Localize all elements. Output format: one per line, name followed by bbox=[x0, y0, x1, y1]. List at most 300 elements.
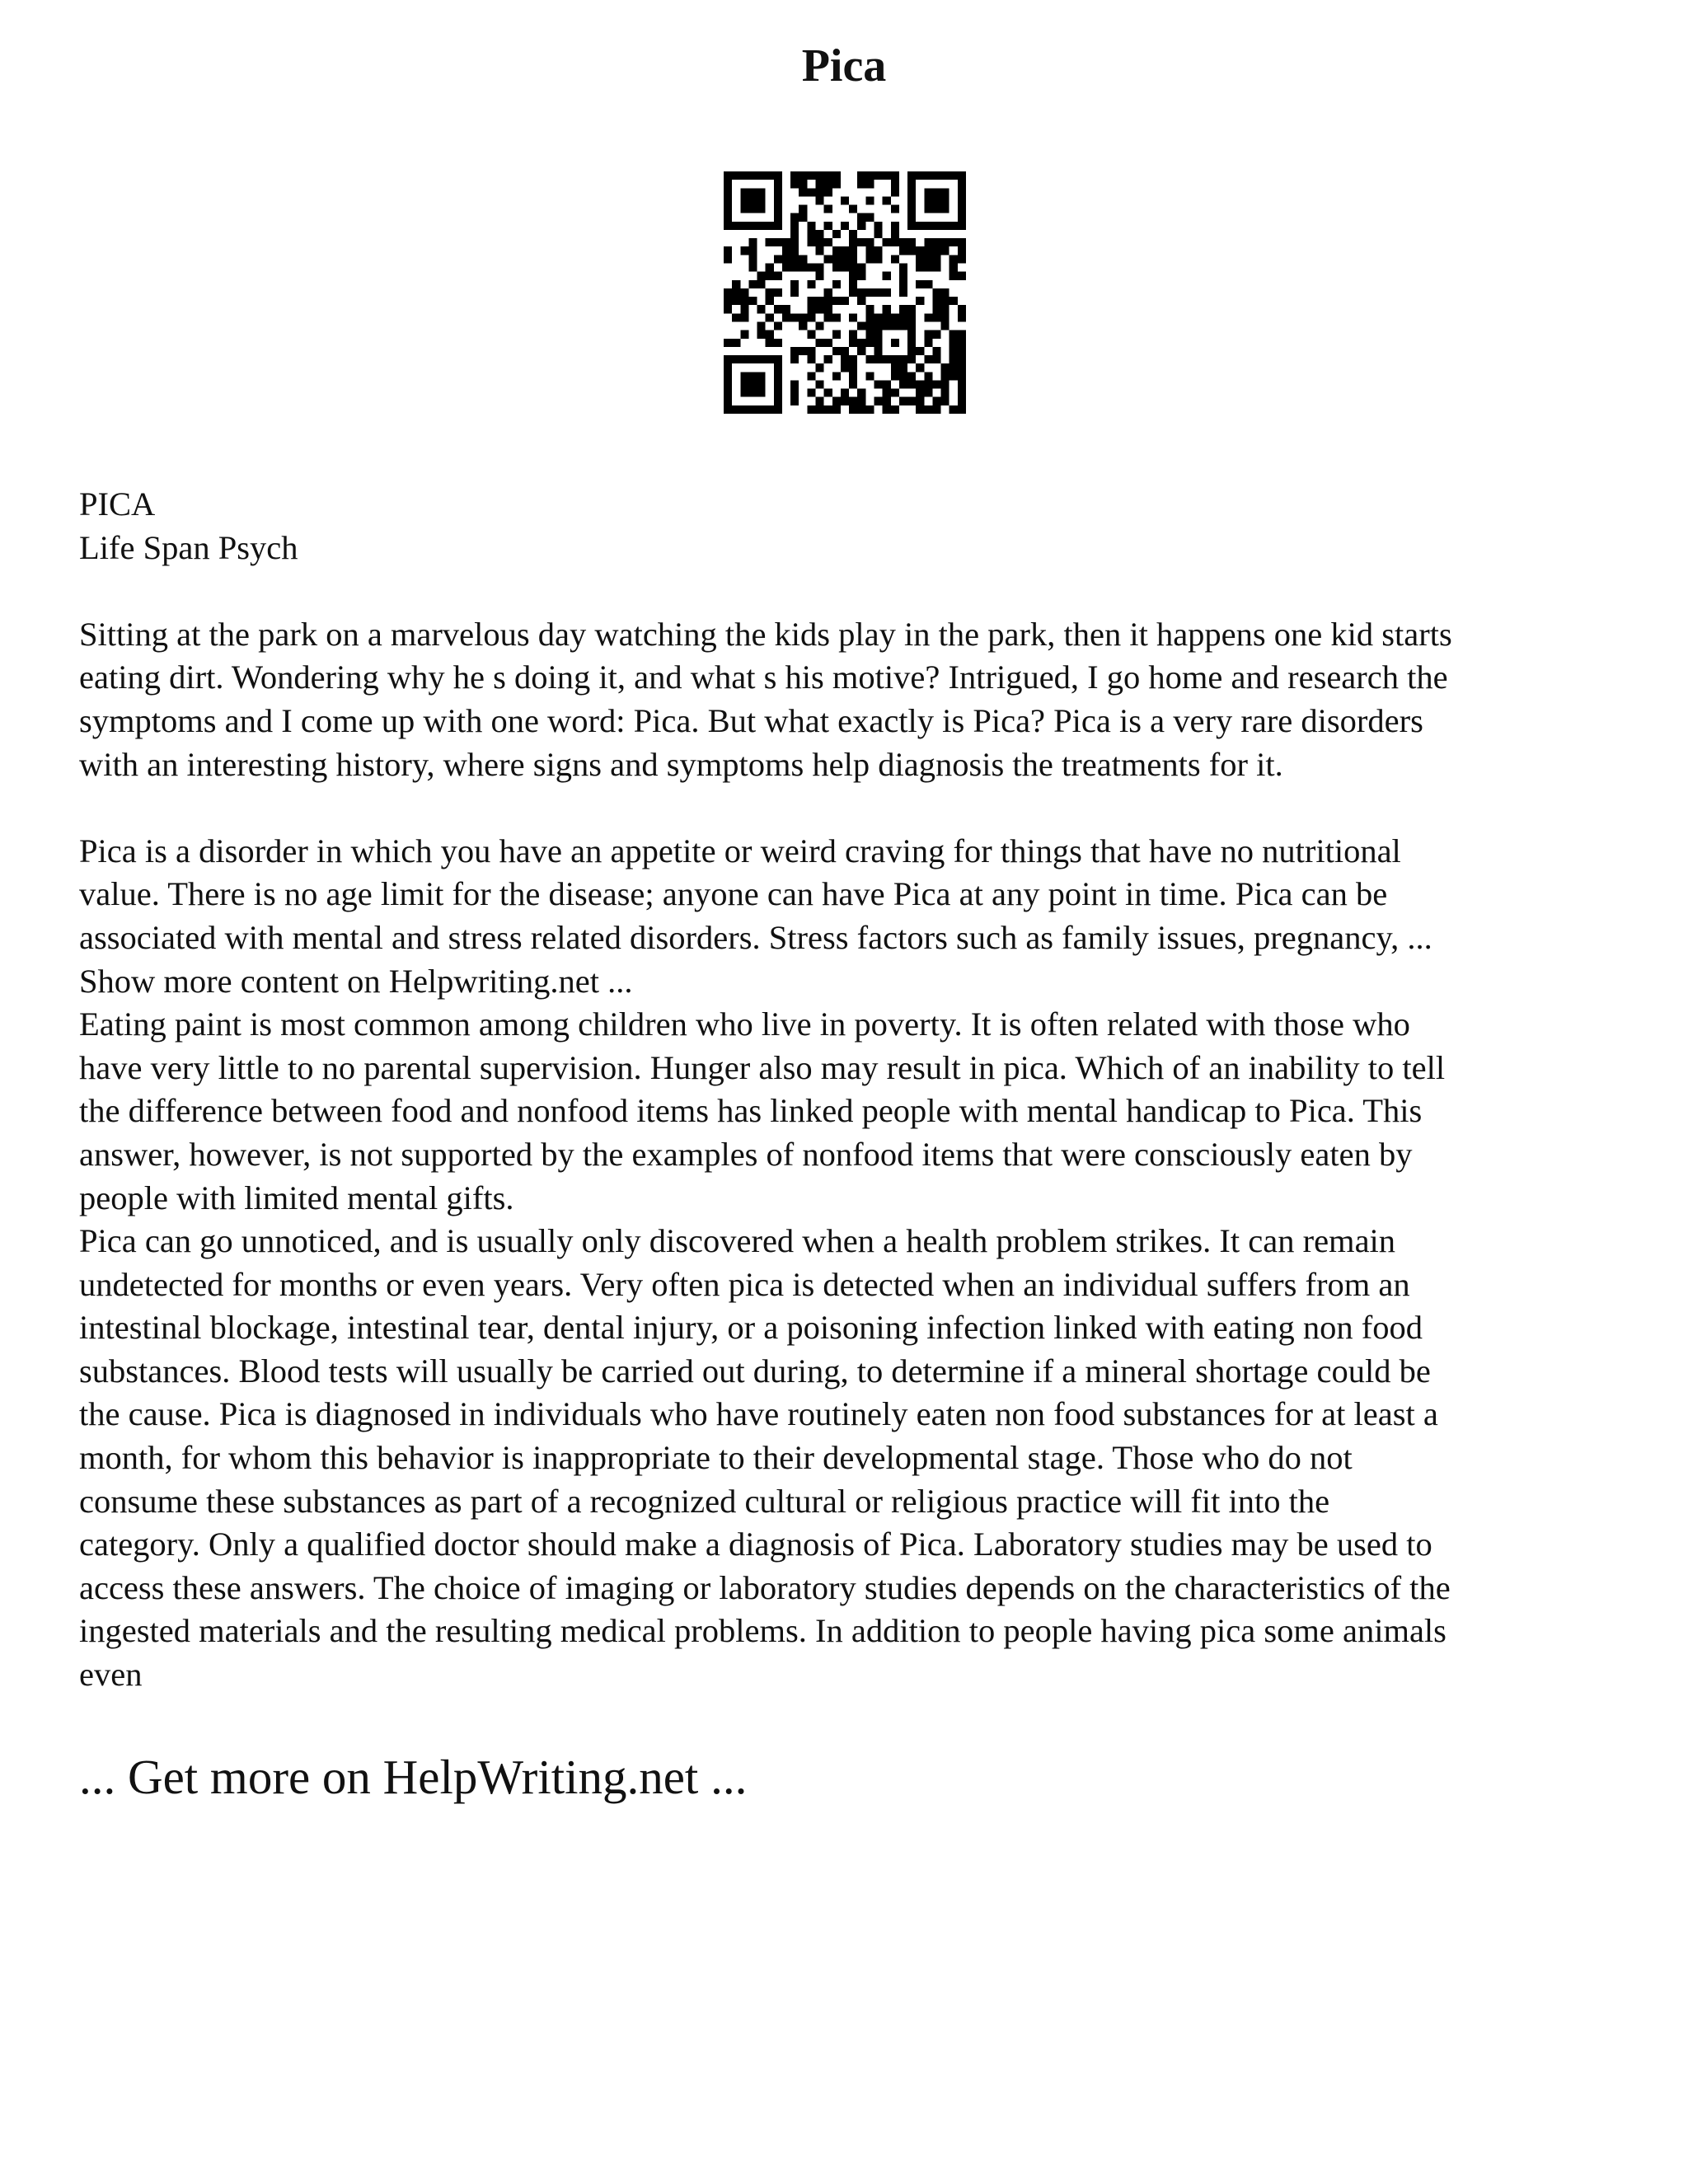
qr-module bbox=[865, 321, 874, 330]
qr-module bbox=[807, 222, 815, 230]
qr-module bbox=[782, 305, 790, 313]
qr-module bbox=[724, 363, 732, 372]
qr-module bbox=[849, 264, 857, 272]
qr-module bbox=[807, 330, 815, 339]
header-line: Life Span Psych bbox=[79, 528, 298, 566]
qr-module bbox=[907, 196, 916, 204]
qr-module bbox=[748, 280, 757, 288]
qr-module bbox=[916, 380, 924, 388]
qr-module bbox=[790, 389, 799, 397]
get-more-link[interactable]: ... Get more on HelpWriting.net ... bbox=[79, 1750, 748, 1804]
qr-module bbox=[950, 339, 958, 347]
qr-module bbox=[899, 380, 907, 388]
qr-module bbox=[883, 288, 891, 297]
qr-module bbox=[874, 313, 882, 321]
qr-module bbox=[958, 305, 966, 313]
qr-module bbox=[849, 255, 857, 263]
qr-module bbox=[757, 222, 766, 230]
qr-module bbox=[782, 238, 790, 246]
qr-module bbox=[732, 355, 740, 363]
qr-module bbox=[774, 363, 782, 372]
qr-module bbox=[757, 280, 766, 288]
page-title: Pica bbox=[801, 40, 887, 91]
qr-module bbox=[832, 397, 841, 405]
qr-module bbox=[932, 305, 940, 313]
qr-module bbox=[799, 171, 807, 180]
qr-module bbox=[874, 347, 882, 355]
qr-module bbox=[941, 188, 950, 196]
qr-module bbox=[724, 222, 732, 230]
qr-module bbox=[924, 389, 932, 397]
qr-module bbox=[832, 347, 841, 355]
qr-module bbox=[950, 355, 958, 363]
qr-module bbox=[899, 238, 907, 246]
qr-module bbox=[941, 313, 950, 321]
qr-module bbox=[865, 288, 874, 297]
qr-module bbox=[874, 246, 882, 255]
qr-module bbox=[724, 380, 732, 388]
qr-module bbox=[950, 171, 958, 180]
qr-module bbox=[958, 255, 966, 263]
qr-module bbox=[766, 330, 774, 339]
qr-module bbox=[748, 238, 757, 246]
qr-module bbox=[932, 347, 940, 355]
qr-code-image bbox=[724, 171, 966, 414]
qr-module bbox=[790, 171, 799, 180]
qr-module bbox=[841, 347, 849, 355]
qr-module bbox=[907, 205, 916, 213]
qr-module bbox=[824, 171, 832, 180]
qr-module bbox=[748, 222, 757, 230]
text-line: even bbox=[79, 1656, 143, 1694]
qr-module bbox=[816, 363, 824, 372]
qr-module bbox=[849, 380, 857, 388]
qr-module bbox=[824, 180, 832, 188]
qr-module bbox=[841, 363, 849, 372]
qr-module bbox=[924, 246, 932, 255]
qr-module bbox=[766, 222, 774, 230]
qr-module bbox=[766, 405, 774, 414]
text-line: with an interesting history, where signs and symptoms help diagnosis the treatments for it. bbox=[79, 745, 1283, 783]
qr-module bbox=[932, 355, 940, 363]
qr-module bbox=[841, 196, 849, 204]
qr-module bbox=[932, 380, 940, 388]
qr-module bbox=[932, 171, 940, 180]
qr-module bbox=[899, 288, 907, 297]
qr-module bbox=[924, 313, 932, 321]
qr-module bbox=[891, 313, 899, 321]
qr-module bbox=[849, 272, 857, 280]
qr-module bbox=[899, 246, 907, 255]
qr-module bbox=[857, 347, 865, 355]
qr-module bbox=[857, 264, 865, 272]
qr-module bbox=[807, 389, 815, 397]
qr-module bbox=[958, 380, 966, 388]
qr-module bbox=[941, 205, 950, 213]
qr-module bbox=[950, 372, 958, 380]
qr-module bbox=[874, 230, 882, 238]
qr-module bbox=[924, 405, 932, 414]
qr-module bbox=[832, 372, 841, 380]
qr-module bbox=[941, 372, 950, 380]
qr-module bbox=[924, 205, 932, 213]
qr-module bbox=[816, 305, 824, 313]
qr-module bbox=[941, 389, 950, 397]
qr-module bbox=[899, 355, 907, 363]
qr-module bbox=[874, 171, 882, 180]
qr-module bbox=[849, 405, 857, 414]
qr-module bbox=[799, 213, 807, 222]
show-more-line: Show more content on Helpwriting.net ... bbox=[79, 962, 633, 1000]
qr-module bbox=[849, 288, 857, 297]
qr-module bbox=[790, 280, 799, 288]
qr-module bbox=[832, 255, 841, 263]
qr-module bbox=[907, 188, 916, 196]
qr-module bbox=[748, 171, 757, 180]
qr-module bbox=[883, 313, 891, 321]
qr-module bbox=[774, 405, 782, 414]
qr-module bbox=[941, 321, 950, 330]
qr-module bbox=[958, 339, 966, 347]
qr-module bbox=[824, 222, 832, 230]
qr-module bbox=[757, 196, 766, 204]
qr-module bbox=[774, 171, 782, 180]
qr-module bbox=[724, 255, 732, 263]
qr-module bbox=[740, 405, 748, 414]
qr-module bbox=[748, 264, 757, 272]
qr-module bbox=[824, 288, 832, 297]
qr-module bbox=[774, 222, 782, 230]
qr-module bbox=[724, 180, 732, 188]
text-line: undetected for months or even years. Very often pica is detected when an individual suffers from an bbox=[79, 1265, 1410, 1303]
qr-module bbox=[766, 288, 774, 297]
qr-module bbox=[891, 171, 899, 180]
text-line: Pica can go unnoticed, and is usually only discovered when a health problem strikes. It can remain bbox=[79, 1222, 1396, 1260]
qr-module bbox=[857, 339, 865, 347]
qr-module bbox=[857, 297, 865, 305]
qr-module bbox=[924, 372, 932, 380]
qr-module bbox=[740, 372, 748, 380]
qr-module bbox=[907, 372, 916, 380]
qr-module bbox=[891, 389, 899, 397]
qr-module bbox=[950, 330, 958, 339]
qr-module bbox=[799, 255, 807, 263]
qr-module bbox=[865, 246, 874, 255]
qr-module bbox=[924, 222, 932, 230]
qr-module bbox=[724, 171, 732, 180]
qr-module bbox=[799, 313, 807, 321]
qr-module bbox=[757, 355, 766, 363]
qr-module bbox=[841, 264, 849, 272]
qr-module bbox=[958, 272, 966, 280]
qr-module bbox=[865, 405, 874, 414]
qr-module bbox=[790, 397, 799, 405]
qr-module bbox=[958, 389, 966, 397]
qr-module bbox=[857, 222, 865, 230]
qr-module bbox=[916, 246, 924, 255]
qr-module bbox=[932, 196, 940, 204]
qr-module bbox=[724, 246, 732, 255]
text-line: people with limited mental gifts. bbox=[79, 1179, 514, 1216]
qr-module bbox=[958, 397, 966, 405]
text-line: category. Only a qualified doctor should make a diagnosis of Pica. Laboratory studies may be used to bbox=[79, 1526, 1432, 1563]
text-line: eating dirt. Wondering why he s doing it, and what s his motive? Intrigued, I go home and research the bbox=[79, 658, 1448, 696]
qr-module bbox=[740, 305, 748, 313]
qr-module bbox=[724, 305, 732, 313]
qr-module bbox=[824, 305, 832, 313]
qr-module bbox=[790, 246, 799, 255]
qr-module bbox=[832, 171, 841, 180]
qr-module bbox=[907, 355, 916, 363]
qr-module bbox=[748, 355, 757, 363]
qr-module bbox=[891, 321, 899, 330]
qr-module bbox=[941, 297, 950, 305]
qr-module bbox=[857, 171, 865, 180]
qr-module bbox=[907, 380, 916, 388]
qr-module bbox=[816, 171, 824, 180]
qr-module bbox=[732, 288, 740, 297]
qr-module bbox=[907, 222, 916, 230]
qr-module bbox=[732, 405, 740, 414]
qr-module bbox=[907, 213, 916, 222]
qr-module bbox=[724, 188, 732, 196]
qr-module bbox=[799, 347, 807, 355]
qr-module bbox=[916, 363, 924, 372]
qr-module bbox=[932, 222, 940, 230]
qr-module bbox=[950, 255, 958, 263]
qr-module bbox=[757, 272, 766, 280]
qr-module bbox=[766, 313, 774, 321]
qr-module bbox=[724, 355, 732, 363]
qr-module bbox=[816, 246, 824, 255]
qr-module bbox=[865, 313, 874, 321]
qr-module bbox=[724, 339, 732, 347]
qr-module bbox=[874, 380, 882, 388]
qr-module bbox=[799, 264, 807, 272]
text-line: Eating paint is most common among children who live in poverty. It is often related with those who bbox=[79, 1005, 1410, 1043]
qr-module bbox=[849, 397, 857, 405]
qr-module bbox=[816, 238, 824, 246]
qr-module bbox=[782, 313, 790, 321]
qr-module bbox=[824, 355, 832, 363]
qr-module bbox=[748, 205, 757, 213]
qr-module bbox=[724, 297, 732, 305]
qr-module bbox=[916, 264, 924, 272]
qr-module bbox=[748, 405, 757, 414]
qr-module bbox=[799, 205, 807, 213]
qr-module bbox=[757, 205, 766, 213]
paragraph-intro bbox=[79, 613, 1629, 786]
qr-module bbox=[774, 389, 782, 397]
qr-module bbox=[932, 288, 940, 297]
qr-module bbox=[958, 347, 966, 355]
qr-module bbox=[849, 230, 857, 238]
qr-module bbox=[891, 230, 899, 238]
qr-module bbox=[816, 264, 824, 272]
qr-module bbox=[916, 389, 924, 397]
text-line: associated with mental and stress related disorders. Stress factors such as family issues, pregnancy, ... bbox=[79, 918, 1432, 956]
qr-module bbox=[891, 222, 899, 230]
qr-module bbox=[824, 238, 832, 246]
qr-module bbox=[941, 288, 950, 297]
qr-module bbox=[740, 196, 748, 204]
qr-module bbox=[865, 238, 874, 246]
qr-module bbox=[807, 297, 815, 305]
qr-module bbox=[924, 171, 932, 180]
qr-module bbox=[740, 246, 748, 255]
qr-module bbox=[883, 397, 891, 405]
qr-module bbox=[924, 380, 932, 388]
qr-module bbox=[816, 397, 824, 405]
qr-module bbox=[816, 380, 824, 388]
qr-module bbox=[782, 264, 790, 272]
qr-module bbox=[865, 171, 874, 180]
qr-module bbox=[790, 213, 799, 222]
qr-module bbox=[748, 389, 757, 397]
qr-module bbox=[932, 188, 940, 196]
qr-module bbox=[865, 339, 874, 347]
qr-module bbox=[766, 171, 774, 180]
qr-module bbox=[865, 213, 874, 222]
qr-module bbox=[732, 297, 740, 305]
qr-module bbox=[732, 222, 740, 230]
qr-module bbox=[924, 339, 932, 347]
qr-module bbox=[891, 188, 899, 196]
qr-module bbox=[790, 347, 799, 355]
qr-module bbox=[891, 405, 899, 414]
qr-module bbox=[807, 347, 815, 355]
qr-module bbox=[724, 397, 732, 405]
qr-module bbox=[891, 180, 899, 188]
qr-module bbox=[849, 246, 857, 255]
qr-module bbox=[790, 255, 799, 263]
qr-module bbox=[924, 330, 932, 339]
qr-module bbox=[740, 389, 748, 397]
qr-module bbox=[958, 355, 966, 363]
qr-module bbox=[883, 389, 891, 397]
qr-module bbox=[849, 363, 857, 372]
qr-module bbox=[849, 372, 857, 380]
qr-module bbox=[924, 255, 932, 263]
qr-module bbox=[932, 238, 940, 246]
paragraph-definition bbox=[79, 830, 1629, 1003]
qr-module bbox=[849, 238, 857, 246]
qr-module bbox=[849, 205, 857, 213]
qr-module bbox=[924, 238, 932, 246]
qr-module bbox=[916, 297, 924, 305]
qr-module bbox=[740, 355, 748, 363]
qr-module bbox=[899, 372, 907, 380]
qr-module bbox=[907, 238, 916, 246]
qr-module bbox=[891, 372, 899, 380]
qr-module bbox=[774, 397, 782, 405]
qr-module bbox=[832, 313, 841, 321]
qr-module bbox=[950, 405, 958, 414]
qr-module bbox=[757, 305, 766, 313]
qr-module bbox=[865, 255, 874, 263]
qr-module bbox=[824, 255, 832, 263]
qr-module bbox=[950, 297, 958, 305]
qr-module bbox=[950, 272, 958, 280]
qr-module bbox=[841, 355, 849, 363]
qr-module bbox=[874, 222, 882, 230]
qr-module bbox=[932, 205, 940, 213]
qr-module bbox=[941, 246, 950, 255]
qr-module bbox=[941, 222, 950, 230]
qr-module bbox=[724, 196, 732, 204]
qr-module bbox=[950, 238, 958, 246]
qr-module bbox=[958, 238, 966, 246]
qr-module bbox=[774, 255, 782, 263]
qr-module bbox=[774, 213, 782, 222]
qr-module bbox=[824, 389, 832, 397]
qr-module bbox=[748, 297, 757, 305]
paragraph-diagnosis bbox=[79, 1220, 1629, 1697]
qr-module bbox=[740, 288, 748, 297]
qr-module bbox=[774, 339, 782, 347]
text-line: value. There is no age limit for the disease; anyone can have Pica at any point in time. Pica can be bbox=[79, 875, 1388, 913]
qr-module bbox=[841, 246, 849, 255]
qr-module bbox=[958, 188, 966, 196]
qr-module bbox=[790, 264, 799, 272]
qr-module bbox=[757, 389, 766, 397]
qr-module bbox=[807, 171, 815, 180]
text-line: consume these substances as part of a recognized cultural or religious practice will fit into the bbox=[79, 1482, 1330, 1520]
qr-module bbox=[799, 188, 807, 196]
text-line: symptoms and I come up with one word: Pica. But what exactly is Pica? Pica is a very rare disorders bbox=[79, 701, 1423, 739]
qr-module bbox=[958, 213, 966, 222]
qr-module bbox=[740, 330, 748, 339]
qr-module bbox=[807, 264, 815, 272]
qr-module bbox=[849, 330, 857, 339]
qr-module bbox=[865, 196, 874, 204]
qr-module bbox=[816, 230, 824, 238]
qr-module bbox=[941, 363, 950, 372]
qr-module bbox=[782, 255, 790, 263]
qr-module bbox=[774, 205, 782, 213]
qr-module bbox=[757, 171, 766, 180]
qr-module bbox=[950, 347, 958, 355]
qr-module bbox=[883, 171, 891, 180]
qr-module bbox=[832, 405, 841, 414]
qr-module bbox=[941, 380, 950, 388]
qr-module bbox=[924, 196, 932, 204]
qr-module bbox=[865, 305, 874, 313]
qr-module bbox=[874, 321, 882, 330]
qr-module bbox=[958, 222, 966, 230]
qr-module bbox=[958, 363, 966, 372]
text-line: month, for whom this behavior is inappropriate to their developmental stage. Those who do not bbox=[79, 1439, 1353, 1477]
qr-module bbox=[857, 389, 865, 397]
qr-module bbox=[932, 297, 940, 305]
qr-module bbox=[958, 313, 966, 321]
qr-module bbox=[916, 222, 924, 230]
qr-module bbox=[950, 363, 958, 372]
header-line: PICA bbox=[79, 485, 156, 523]
qr-module bbox=[782, 246, 790, 255]
qr-module bbox=[874, 288, 882, 297]
qr-module bbox=[724, 288, 732, 297]
qr-module bbox=[916, 397, 924, 405]
qr-module bbox=[841, 297, 849, 305]
qr-module bbox=[916, 280, 924, 288]
qr-module bbox=[883, 196, 891, 204]
qr-module bbox=[757, 405, 766, 414]
text-line: the difference between food and nonfood items has linked people with mental handicap to Pica. This bbox=[79, 1092, 1423, 1130]
qr-module bbox=[857, 180, 865, 188]
qr-module bbox=[958, 405, 966, 414]
qr-module bbox=[865, 180, 874, 188]
